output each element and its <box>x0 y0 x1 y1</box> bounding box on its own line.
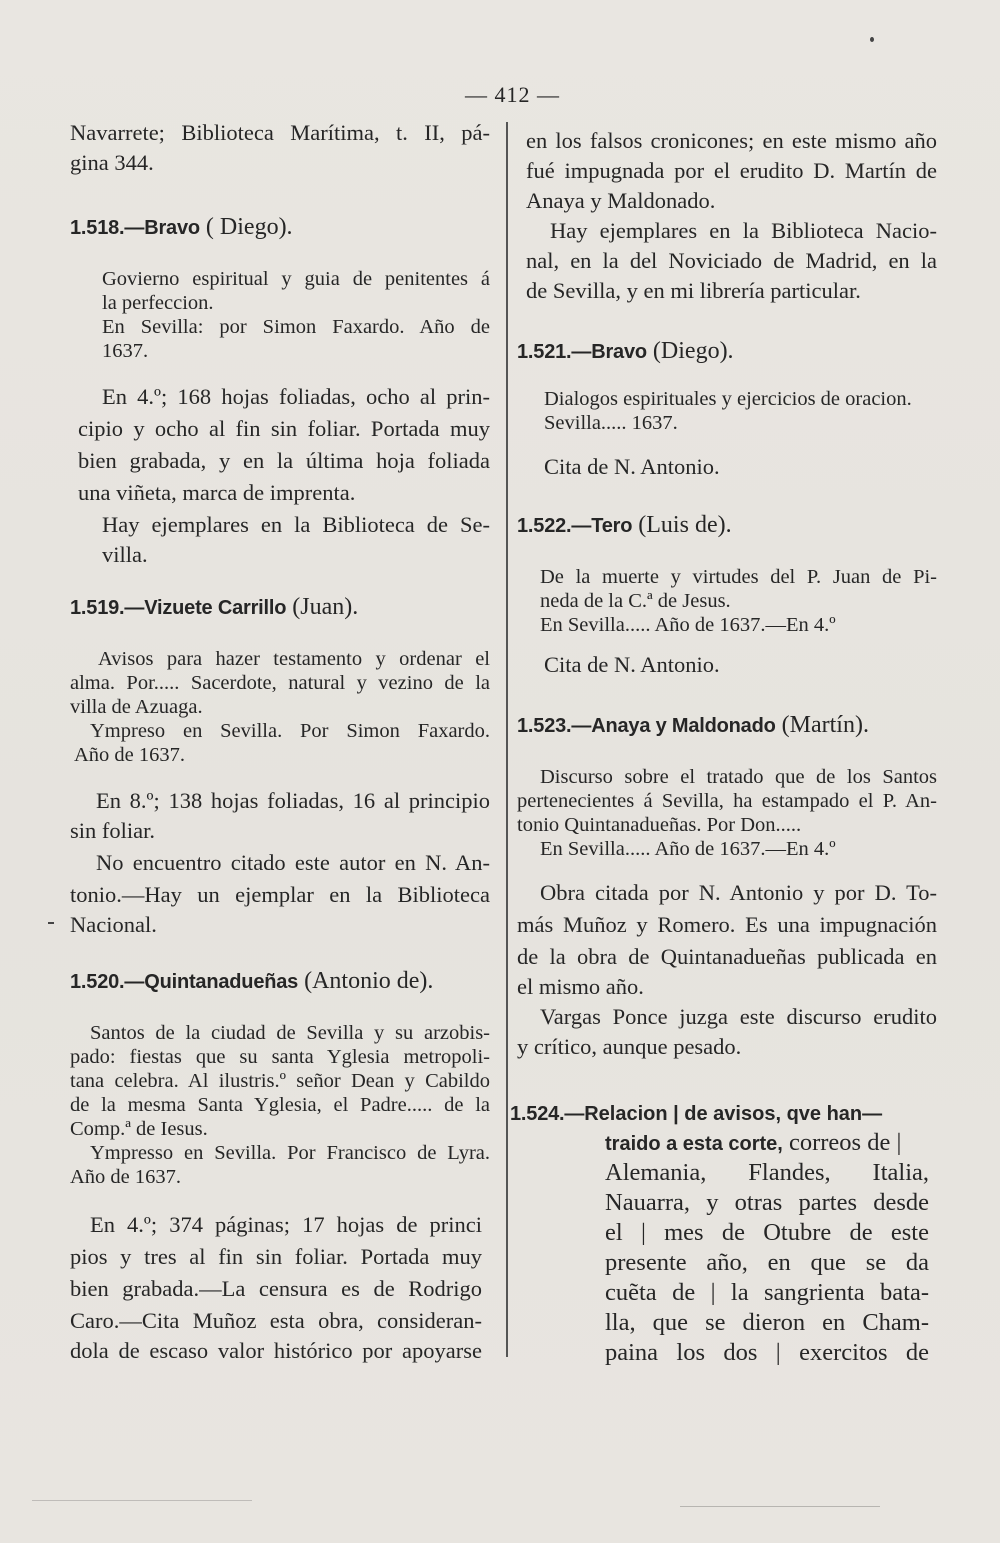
entry-title-line: presente año, en que se da <box>605 1249 929 1276</box>
entry-number: 1.518.— <box>70 217 145 239</box>
entry-number: 1.523.— <box>517 715 592 737</box>
entry-heading <box>70 592 358 623</box>
margin-mark <box>48 922 54 924</box>
entry-forename: (Martín). <box>775 712 869 738</box>
note-line: Vargas Ponce juzga este discurso erudito <box>540 1004 937 1029</box>
title-line: Discurso sobre el tratado que de los Santos <box>540 766 937 788</box>
note-line: En 8.º; 138 hojas foliadas, 16 al principio <box>96 788 490 813</box>
note-line: más Muñoz y Romero. Es una impugnación <box>517 912 937 937</box>
entry-author: Quintanadueñas <box>144 971 299 993</box>
note-line: Obra citada por N. Antonio y por D. To- <box>540 880 937 905</box>
entry-number: 1.521.— <box>517 341 592 363</box>
note-line: En 4.º; 374 páginas; 17 hojas de princi <box>90 1212 482 1237</box>
note-line: bien grabada.—La censura es de Rodrigo <box>70 1276 482 1301</box>
entry-forename: (Luis de). <box>632 512 732 538</box>
note-line: una viñeta, marca de imprenta. <box>78 480 356 505</box>
entry-number: 1.524.— <box>510 1103 585 1125</box>
imprint-line: 1637. <box>102 340 149 362</box>
note-line: Nacional. <box>70 912 157 937</box>
entry-author: Bravo <box>591 341 647 363</box>
entry-forename: ( Diego). <box>199 214 293 240</box>
note-line: en los falsos cronicones; en este mismo año <box>526 128 937 153</box>
entry-forename: (Diego). <box>646 338 734 364</box>
entry-author: Bravo <box>144 217 200 239</box>
entry-title-line: cuẽta de | la sangrienta bata- <box>605 1279 929 1306</box>
note-line: Hay ejemplares en la Biblioteca Nacio- <box>550 218 937 243</box>
entry-title-line: Alemania, Flandes, Italia, <box>605 1159 929 1186</box>
entry-forename: (Antonio de). <box>298 968 434 994</box>
note-line: y crítico, aunque pesado. <box>517 1034 742 1059</box>
entry-number: 1.520.— <box>70 971 145 993</box>
title-line: Comp.ª de Iesus. <box>70 1118 208 1140</box>
entry-number: 1.519.— <box>70 597 145 619</box>
imprint-line: Ympresso en Sevilla. Por Francisco de Lyra. <box>90 1142 490 1164</box>
title-line: de la mesma Santa Yglesia, el Padre..... de la <box>70 1094 490 1116</box>
text-line-part: Navarrete; Biblioteca Marítima, t. II, pá- <box>70 120 490 145</box>
entry-heading <box>517 510 732 541</box>
note-line: sin foliar. <box>70 818 155 843</box>
title-line: Santos de la ciudad de Sevilla y su arzobis- <box>90 1022 490 1044</box>
entry-heading <box>517 336 734 367</box>
note-line: villa. <box>102 542 148 567</box>
entry-title-line: lla, que se dieron en Cham- <box>605 1309 929 1336</box>
imprint-line: En Sevilla: por Simon Faxardo. Año de <box>102 316 490 338</box>
title-line: la perfeccion. <box>102 292 214 314</box>
title-line: Avisos para hazer testamento y ordenar el <box>98 648 490 670</box>
entry-title-line: el | mes de Otubre de este <box>605 1219 929 1246</box>
title-line: villa de Azuaga. <box>70 696 203 718</box>
imprint-line: En Sevilla..... Año de 1637.—En 4.º <box>540 838 836 860</box>
entry-author: Anaya y Maldonado <box>591 715 776 737</box>
imprint-line: Año de 1637. <box>70 1166 182 1188</box>
entry-heading <box>510 1098 882 1129</box>
entry-heading <box>70 966 433 997</box>
title-line: alma. Por..... Sacerdote, natural y vezino de la <box>70 672 490 694</box>
note-line: fué impugnada por el erudito D. Martín de <box>526 158 937 183</box>
note-line: pios y tres al fin sin foliar. Portada muy <box>70 1244 482 1269</box>
entry-title-line <box>605 1128 901 1159</box>
entry-title-line: Nauarra, y otras partes desde <box>605 1189 929 1216</box>
note-line: cipio y ocho al fin sin foliar. Portada muy <box>78 416 490 441</box>
entry-number: 1.522.— <box>517 515 592 537</box>
title-line: tana celebra. Al ilustris.º señor Dean y Cabildo <box>70 1070 490 1092</box>
note-line: nal, en la del Noviciado de Madrid, en la <box>526 248 937 273</box>
note-line: Cita de N. Antonio. <box>544 454 720 479</box>
entry-title-rest: correos de | <box>782 1129 902 1156</box>
note-line: En 4.º; 168 hojas foliadas, ocho al prin- <box>102 384 490 409</box>
note-line: de Sevilla, y en mi librería particular. <box>526 278 861 303</box>
scan-speck <box>870 37 874 42</box>
note-line: bien grabada, y en la última hoja foliada <box>78 448 490 473</box>
note-line: el mismo año. <box>517 974 644 999</box>
imprint-line: En Sevilla..... Año de 1637.—En 4.º <box>540 614 836 636</box>
note-line: Anaya y Maldonado. <box>526 188 716 213</box>
note-line: Cita de N. Antonio. <box>544 652 720 677</box>
column-divider <box>506 122 508 1357</box>
imprint-line: Sevilla..... 1637. <box>544 412 678 434</box>
title-line: Govierno espiritual y guia de penitentes á <box>102 268 490 290</box>
note-line: dola de escaso valor histórico por apoyarse <box>70 1338 482 1363</box>
note-line: de la obra de Quintanadueñas publicada en <box>517 944 937 969</box>
entry-author: Tero <box>591 515 633 537</box>
entry-title-head: Relacion | de avisos, qve han— <box>584 1103 883 1125</box>
entry-title-line: paina los dos | exercitos de <box>605 1339 929 1366</box>
scan-speck <box>32 1500 252 1501</box>
title-line: tonio Quintanadueñas. Por Don..... <box>517 814 802 836</box>
text-line: gina 344. <box>70 150 154 175</box>
note-line: Hay ejemplares en la Biblioteca de Se- <box>102 512 490 537</box>
title-line: pado: fiestas que su santa Yglesia metropoli- <box>70 1046 490 1068</box>
title-line: De la muerte y virtudes del P. Juan de Pi- <box>540 566 937 588</box>
title-line: neda de la C.ª de Jesus. <box>540 590 731 612</box>
title-line: Dialogos espirituales y ejercicios de oracion. <box>544 388 912 410</box>
entry-title-bold: traido a esta corte, <box>605 1133 783 1155</box>
note-line: No encuentro citado este autor en N. An- <box>96 850 490 875</box>
entry-author: Vizuete Carrillo <box>144 597 287 619</box>
note-line: Caro.—Cita Muñoz esta obra, consideran- <box>70 1308 482 1333</box>
note-line: tonio.—Hay un ejemplar en la Biblioteca <box>70 882 490 907</box>
page-number: — 412 — <box>465 82 560 107</box>
entry-forename: (Juan). <box>286 594 359 620</box>
scan-speck <box>680 1506 880 1507</box>
entry-heading <box>517 710 869 741</box>
title-line: pertenecientes á Sevilla, ha estampado el P. An- <box>517 790 937 812</box>
text-line <box>70 118 490 148</box>
imprint-line: Ympreso en Sevilla. Por Simon Faxardo. <box>90 720 490 742</box>
entry-heading <box>70 212 293 243</box>
imprint-line: Año de 1637. <box>74 744 186 766</box>
